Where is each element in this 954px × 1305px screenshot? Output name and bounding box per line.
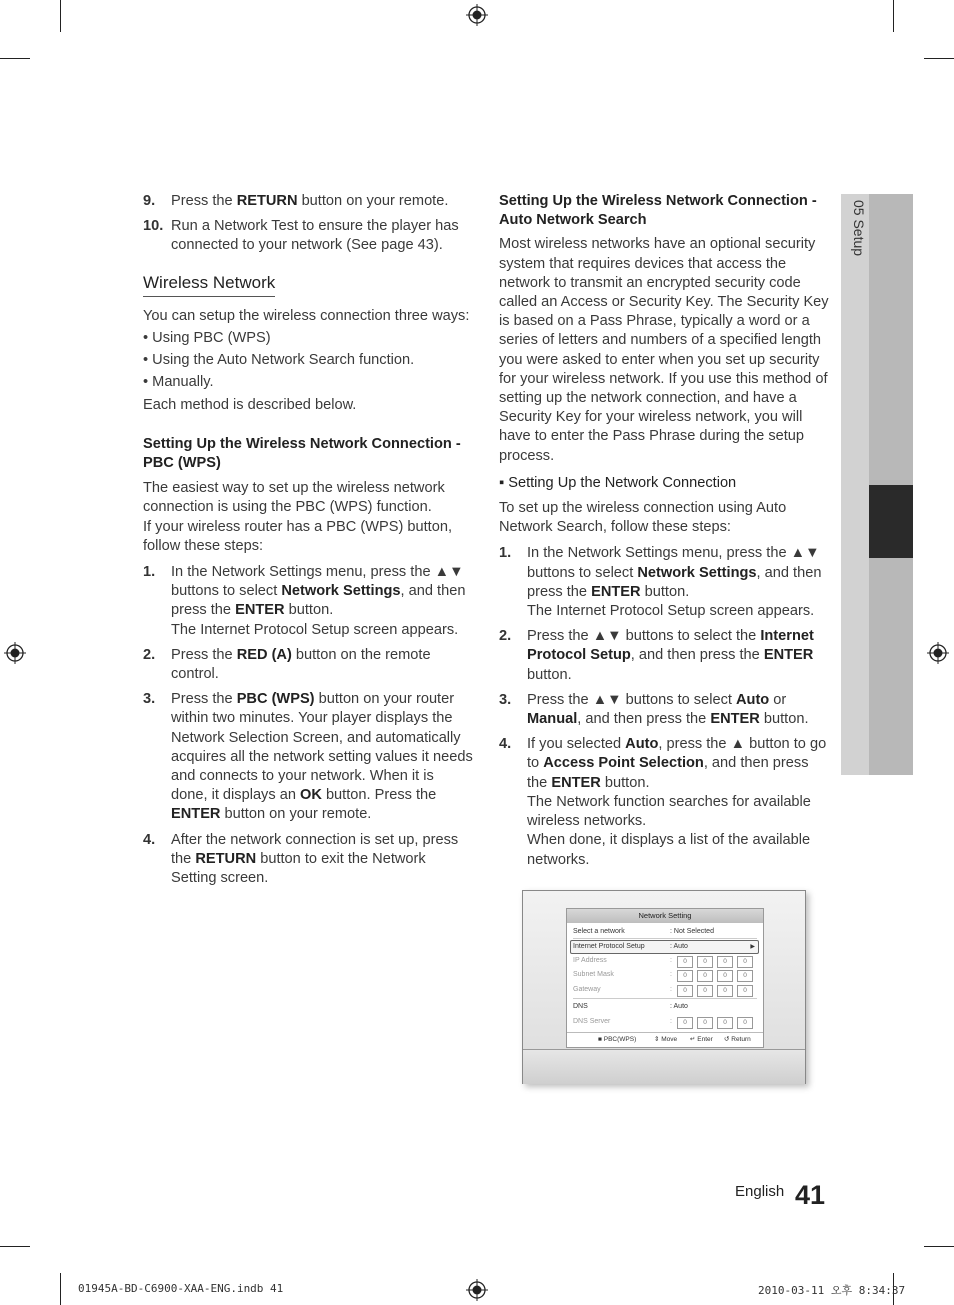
print-slug-left: 01945A-BD-C6900-XAA-ENG.indb 41 bbox=[78, 1282, 284, 1295]
step-9: 9. Press the RETURN button on your remote. bbox=[143, 193, 449, 209]
dns-server-row: DNS Server : 0 0 0 0 bbox=[573, 1016, 757, 1028]
step-3: 3. Press the PBC (WPS) button on your router within two minutes. Your player displays the Network Selection Screen, and automatically acquires all the network setting values it needs and connects to your network. When it is done, it displays an OK button. Press the ENTER button on your remote. bbox=[143, 691, 473, 823]
bullet-item: • Using the Auto Network Search function. bbox=[143, 352, 415, 369]
page-number: 41 bbox=[795, 1180, 826, 1210]
crop-mark bbox=[893, 0, 894, 32]
right-column bbox=[499, 192, 829, 870]
section-tab-label: 05 Setup bbox=[851, 200, 867, 257]
paragraph: If your wireless router has a PBC (WPS) button, follow these steps: bbox=[143, 518, 453, 554]
crop-mark bbox=[0, 58, 30, 59]
pbc-wps-hint: ■ PBC(WPS) bbox=[598, 1036, 637, 1043]
select-network-row: Select a network : Not Selected bbox=[573, 928, 714, 935]
step-10: 10. Run a Network Test to ensure the player has connected to your network (See page 43). bbox=[143, 218, 459, 254]
crop-mark bbox=[60, 0, 61, 32]
step-3: 3. Press the ▲▼ buttons to select Auto or Manual, and then press the ENTER button. bbox=[499, 691, 809, 728]
enter-hint: ↵ Enter bbox=[690, 1036, 713, 1043]
bullet-item: • Manually. bbox=[143, 374, 214, 391]
dns-row: DNS : Auto bbox=[573, 1003, 688, 1010]
subsection-title: Setting Up the Wireless Network Connection - Auto Network Search bbox=[499, 193, 817, 229]
gateway-row: Gateway : 0 0 0 0 bbox=[573, 984, 757, 996]
description-text: Each method is described below. bbox=[143, 396, 357, 413]
dialog-title: Network Setting bbox=[567, 909, 763, 923]
paragraph: The easiest way to set up the wireless network connection is using the PBC (WPS) function. bbox=[143, 480, 445, 516]
step-2: 2. Press the RED (A) button on the remote control. bbox=[143, 646, 431, 683]
left-column bbox=[143, 192, 473, 888]
crop-mark bbox=[0, 1246, 30, 1247]
intro-text: You can setup the wireless connection three ways: bbox=[143, 307, 470, 324]
ip-address-row: IP Address : 0 0 0 0 bbox=[573, 955, 757, 967]
page-language: English bbox=[735, 1183, 785, 1200]
section-tab-marker bbox=[869, 485, 913, 558]
dialog-footer bbox=[567, 1032, 763, 1047]
crop-mark bbox=[60, 1273, 61, 1305]
paragraph: Most wireless networks have an optional security system that requires devices that access the network to transmit an encrypted security code called an Access or Security Key. The Security Key is based on a Pass Phrase, typically a word or a series of letters and numbers of a specified length you were asked to enter when you set up security for your wireless network. If you use this method of setting up the network connection, and have a Security Key for your wireless network, you will have to enter the Pass Phrase during the setup process. bbox=[499, 236, 829, 464]
registration-mark-icon bbox=[466, 4, 488, 26]
return-hint: ↺ Return bbox=[724, 1036, 751, 1043]
move-hint: ⇕ Move bbox=[654, 1036, 678, 1043]
step-1: 1. In the Network Settings menu, press the ▲▼ buttons to select Network Settings, and then press the ENTER button. The Internet Protocol Setup screen appears. bbox=[143, 564, 466, 638]
registration-mark-icon bbox=[466, 1279, 488, 1301]
subnet-mask-row: Subnet Mask : 0 0 0 0 bbox=[573, 969, 757, 981]
step-1: 1. In the Network Settings menu, press the ▲▼ buttons to select Network Settings, and then press the ENTER button. The Internet Protocol Setup screen appears. bbox=[499, 545, 822, 620]
network-setting-screenshot bbox=[522, 890, 806, 1084]
internet-protocol-setup-row: Internet Protocol Setup : Auto ▶ bbox=[570, 940, 759, 954]
registration-mark-icon bbox=[4, 642, 26, 664]
subheading: ▪ Setting Up the Network Connection bbox=[499, 474, 737, 491]
print-slug-right: 2010-03-11 오후 8:34:37 bbox=[758, 1284, 906, 1297]
step-4: 4. After the network connection is set up, press the RETURN button to exit the Network Setting screen. bbox=[143, 831, 459, 887]
step-4: 4. If you selected Auto, press the ▲ button to go to Access Point Selection, and then press the ENTER button. The Network function searches for available wireless networks. When done, it displays a list of the available networks. bbox=[499, 736, 827, 868]
screen-bottom-bar bbox=[523, 1049, 805, 1084]
network-setting-dialog bbox=[566, 908, 764, 1048]
subsection-title: Setting Up the Wireless Network Connection - PBC (WPS) bbox=[143, 435, 461, 472]
step-2: 2. Press the ▲▼ buttons to select the Internet Protocol Setup, and then press the ENTER button. bbox=[499, 628, 814, 683]
arrow-right-icon: ▶ bbox=[750, 944, 755, 950]
paragraph: To set up the wireless connection using Auto Network Search, follow these steps: bbox=[499, 500, 787, 536]
registration-mark-icon bbox=[927, 642, 949, 664]
crop-mark bbox=[924, 58, 954, 59]
section-heading: Wireless Network bbox=[143, 273, 275, 297]
bullet-item: • Using PBC (WPS) bbox=[143, 330, 271, 347]
crop-mark bbox=[924, 1246, 954, 1247]
